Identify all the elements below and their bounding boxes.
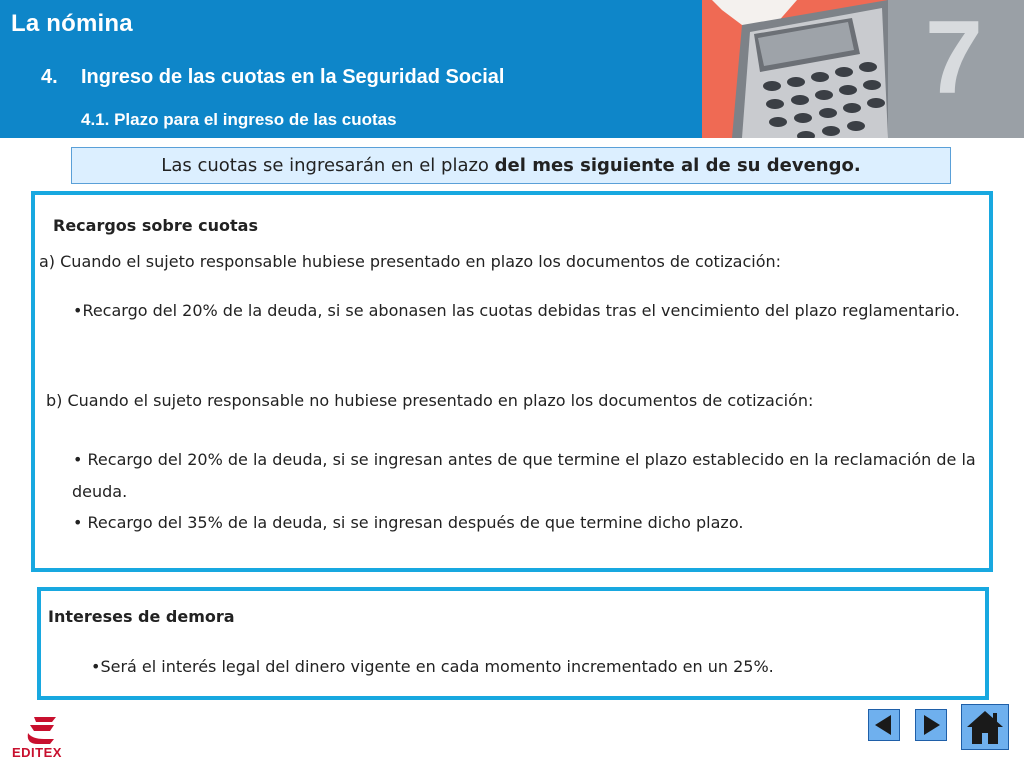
recargos-heading: Recargos sobre cuotas (53, 216, 258, 235)
recargos-box (31, 191, 993, 572)
chapter-number: 7 (925, 0, 983, 116)
case-b-bullet-2: • Recargo del 35% de la deuda, si se ingresan después de que termine dicho plazo. (73, 513, 744, 532)
editex-logo-icon (10, 713, 80, 761)
banner-text: Las cuotas se ingresarán en el plazo (161, 155, 495, 176)
intereses-bullet: •Será el interés legal del dinero vigente en cada momento incrementado en un 25%. (91, 657, 774, 676)
deadline-banner (71, 147, 951, 184)
app-title: La nómina (11, 10, 133, 37)
subsection-title: 4.1. Plazo para el ingreso de las cuotas (81, 110, 397, 129)
home-button[interactable] (961, 704, 1009, 750)
intereses-box (37, 587, 989, 700)
header-bar (0, 0, 1024, 138)
previous-button[interactable] (868, 709, 900, 741)
section-title: Ingreso de las cuotas en la Seguridad Social (81, 66, 505, 88)
editex-logo (10, 713, 80, 761)
calculator-image (702, 0, 888, 138)
case-a-bullet: •Recargo del 20% de la deuda, si se abonasen las cuotas debidas tras el vencimiento del plazo reglamentario. (73, 301, 960, 320)
case-b-bullet-1-continued: deuda. (72, 482, 128, 501)
home-icon (962, 705, 1008, 749)
section-number: 4. (41, 66, 58, 88)
case-b-text: b) Cuando el sujeto responsable no hubiese presentado en plazo los documentos de cotización: (46, 391, 814, 410)
banner-text-bold: del mes siguiente al de su devengo. (494, 155, 861, 176)
calculator-icon (702, 0, 888, 138)
next-button[interactable] (915, 709, 947, 741)
triangle-left-icon (869, 710, 899, 740)
case-a-text: a) Cuando el sujeto responsable hubiese presentado en plazo los documentos de cotización: (39, 252, 782, 271)
logo-text: EDITEX (12, 745, 62, 760)
case-b-bullet-1: • Recargo del 20% de la deuda, si se ingresan antes de que termine el plazo establecido en la reclamación de la (73, 450, 976, 469)
intereses-heading: Intereses de demora (48, 607, 235, 626)
triangle-right-icon (916, 710, 946, 740)
